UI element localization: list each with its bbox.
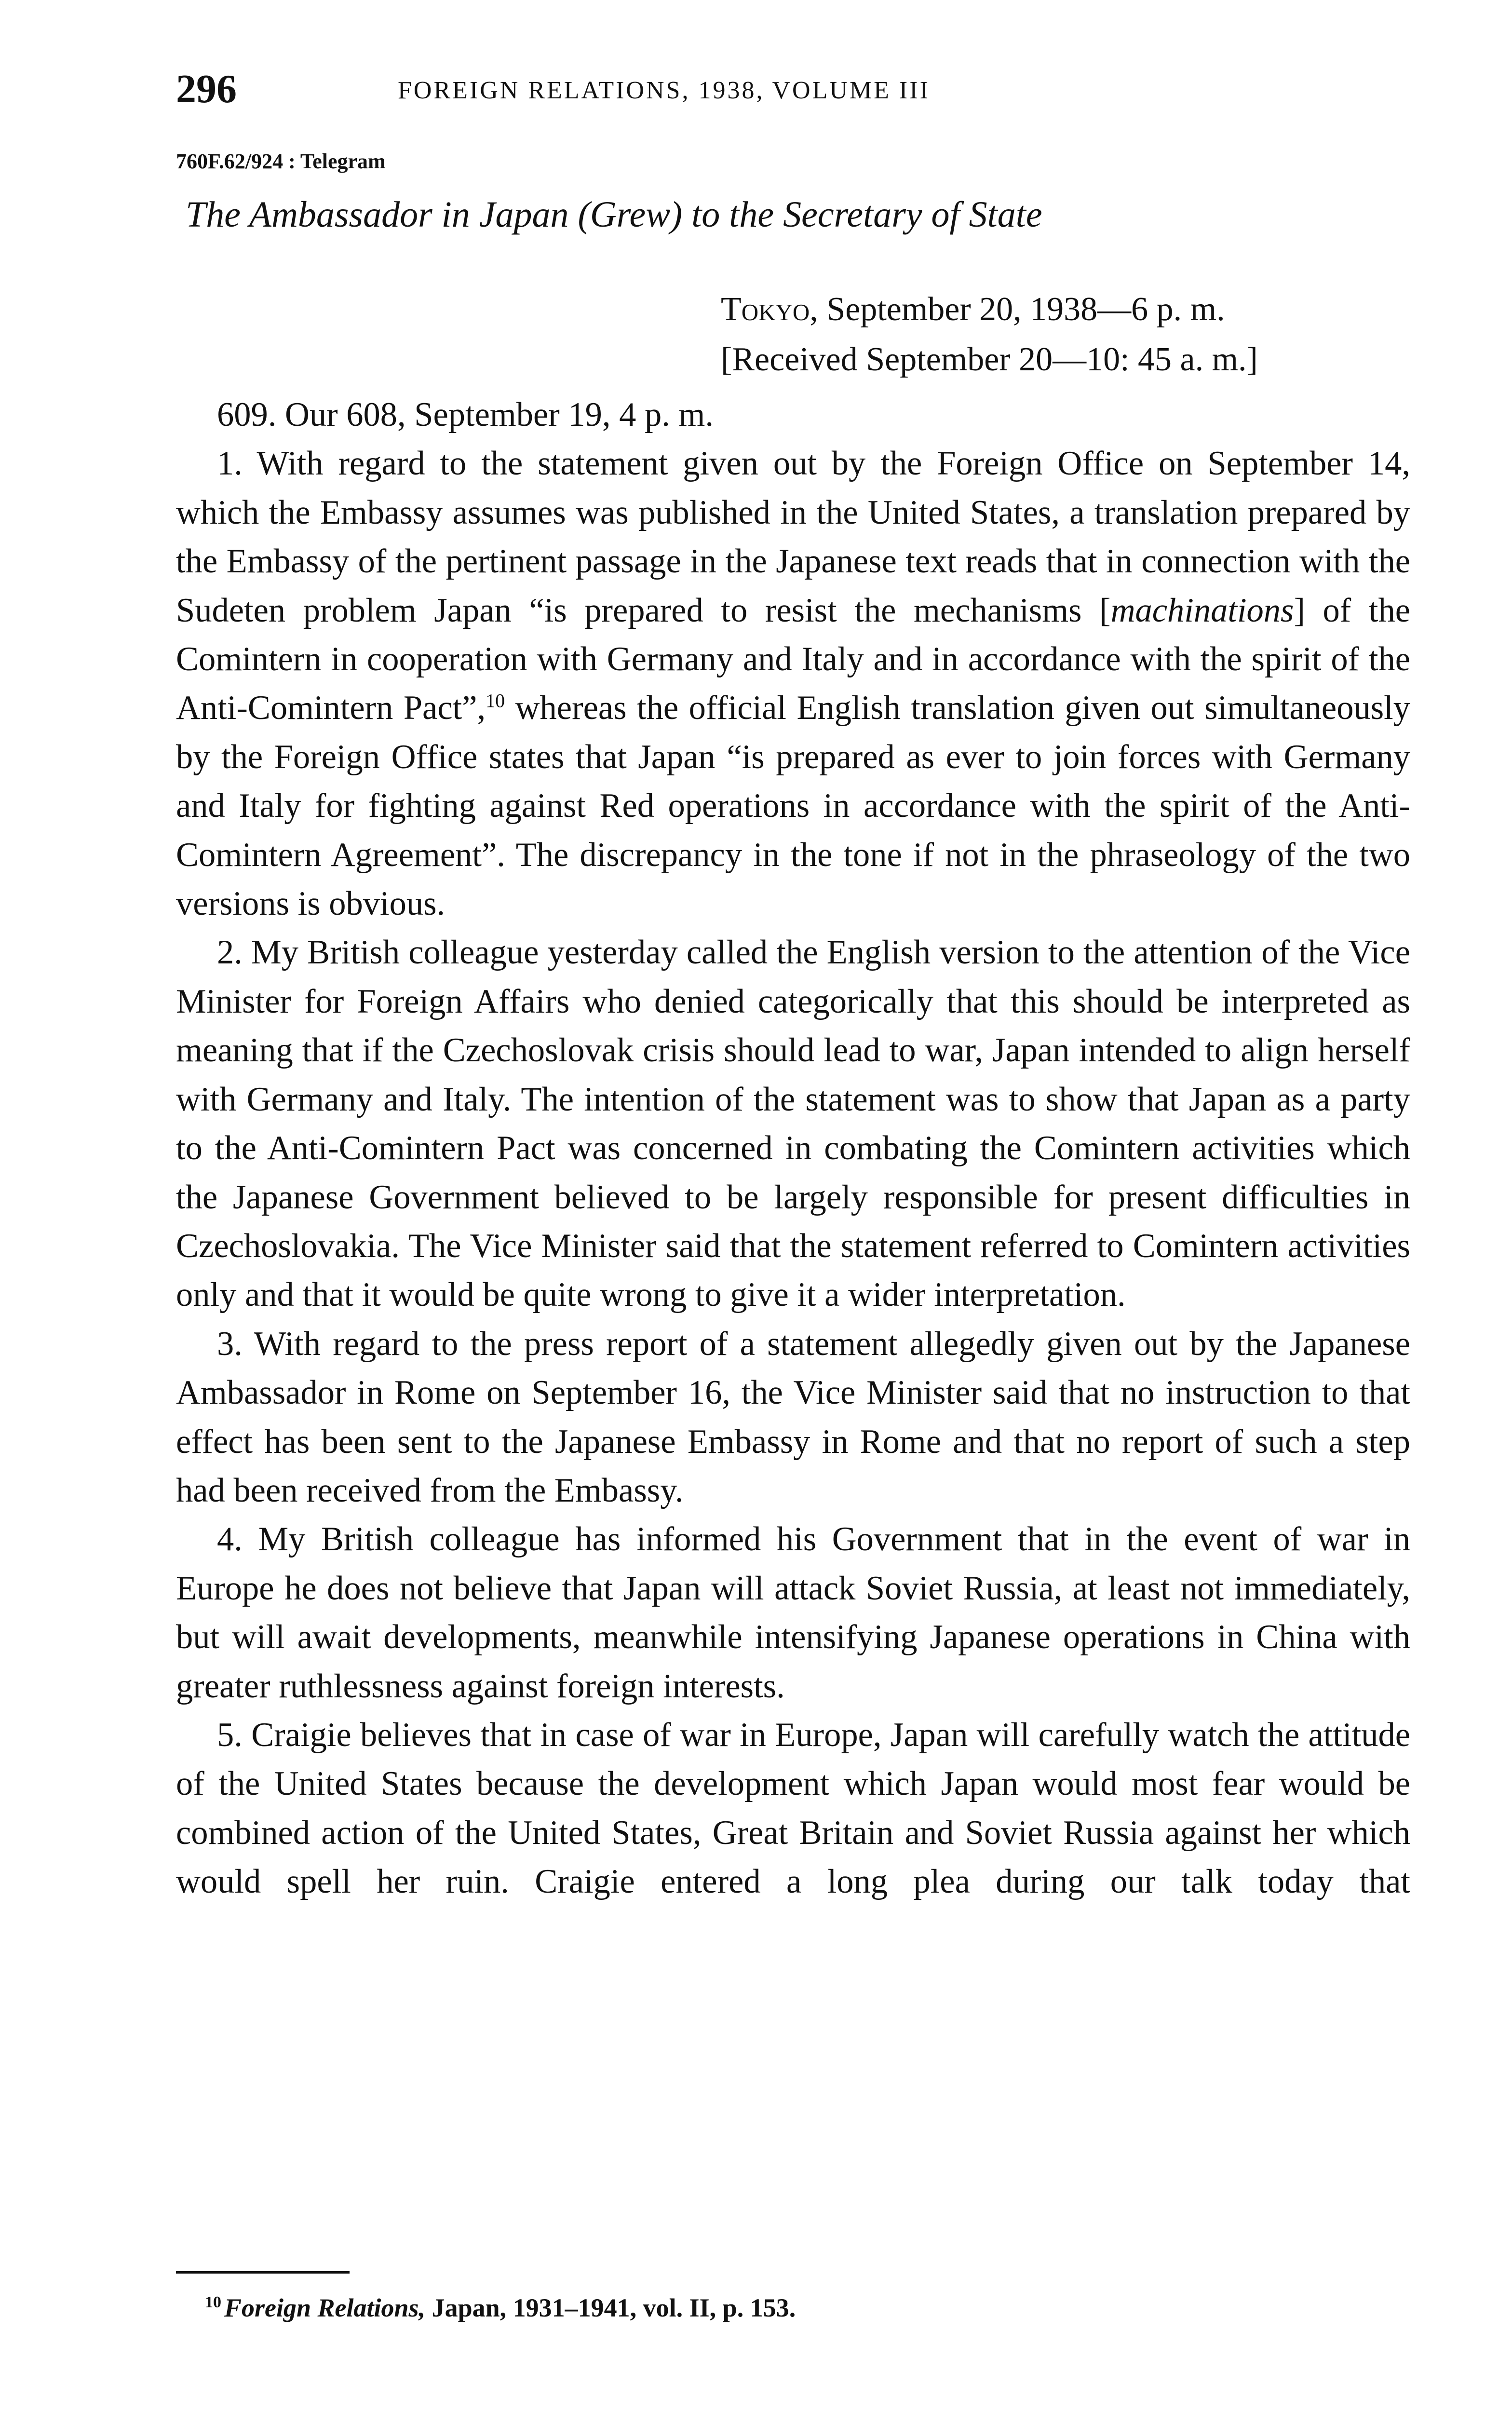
footnote-mark: 10 [205, 2293, 221, 2311]
message-reference: 609. Our 608, September 19, 4 p. m. [217, 396, 714, 433]
running-header [176, 65, 1410, 118]
paragraph-1 [176, 439, 1410, 928]
paragraph-3: 3. With regard to the press report of a statement allegedly given out by the Japanese Ambassador in Rome on September 16, the Vice Minister said that no instruction to that effect has been sent to the Japanese Embassy in Rome and that no report of such a step had been received from the Embassy. [176, 1325, 1410, 1509]
dateline-date: September 20, 1938—6 p. m. [818, 291, 1225, 328]
document-heading: The Ambassador in Japan (Grew) to the Secretary of State [186, 194, 1042, 235]
dateline [721, 284, 1410, 385]
paragraph-1-italic-word: machinations [1110, 591, 1294, 629]
dateline-place: Tokyo, [721, 291, 818, 328]
footnote-divider [176, 2271, 350, 2274]
paragraph-1-text-c: whereas the official English translation given out simultaneously by the Foreign Office states that Japan “is prepared as ever to join forces with Germany and Italy for fighting against Red operations in accordance with the spirit of the Anti-Comintern Agreement”. The discrepancy in the tone if not in the phraseology of the two versions is obvious. [176, 689, 1410, 923]
running-title: FOREIGN RELATIONS, 1938, VOLUME III [398, 77, 930, 104]
footnote [205, 2283, 796, 2327]
paragraph-1-text-b: ] of the Comintern in cooperation with Germany and Italy and in accordance with the spirit of the Anti-Comintern Pact”, [176, 591, 1410, 727]
footnote-text: Japan, 1931–1941, vol. II, p. 153. [425, 2293, 796, 2322]
footnote-reference: 10 [486, 690, 505, 712]
paragraph-4: 4. My British colleague has informed his Government that in the event of war in Europe he does not believe that Japan will attack Soviet Russia, at least not immediately, but will await developments, meanwhile intensifying Japanese operations in China with greater ruthlessness against foreign interests. [176, 1520, 1410, 1705]
footnote-title: Foreign Relations, [224, 2293, 426, 2322]
page-number: 296 [176, 67, 237, 111]
dateline-sent [721, 284, 1410, 335]
paragraph-2: 2. My British colleague yesterday called the English version to the attention of the Vice Minister for Foreign Affairs who denied categorically that this should be interpreted as meaning that if the Czechoslovak crisis should lead to war, Japan intended to align herself with Germany and Italy. The intention of the statement was to show that Japan as a party to the Anti-Comintern Pact was concerned in combating the Comintern activities which the Japanese Government believed to be largely responsible for present difficulties in Czechoslovakia. The Vice Minister said that the statement referred to Comintern activities only and that it would be quite wrong to give it a wider interpretation. [176, 934, 1410, 1314]
telegram-body [176, 391, 1410, 1907]
paragraph-1-text-a: 1. With regard to the statement given out by the Foreign Office on September 14, which the Embassy assumes was published in the United States, a translation prepared by the Embassy of the pertinent passage in the Japanese text reads that in connection with the Sudeten problem Japan “is prepared to resist the mechanisms [ [176, 445, 1410, 629]
file-reference: 760F.62/924 : Telegram [176, 149, 386, 173]
paragraph-5: 5. Craigie believes that in case of war in Europe, Japan will carefully watch the attitude of the United States because the development which Japan would most fear would be combined action of the United States, Great Britain and Soviet Russia against her which would spell her ruin. Craigie entered a long plea during our talk today that [176, 1716, 1410, 1901]
dateline-received: [Received September 20—10: 45 a. m.] [721, 341, 1258, 378]
